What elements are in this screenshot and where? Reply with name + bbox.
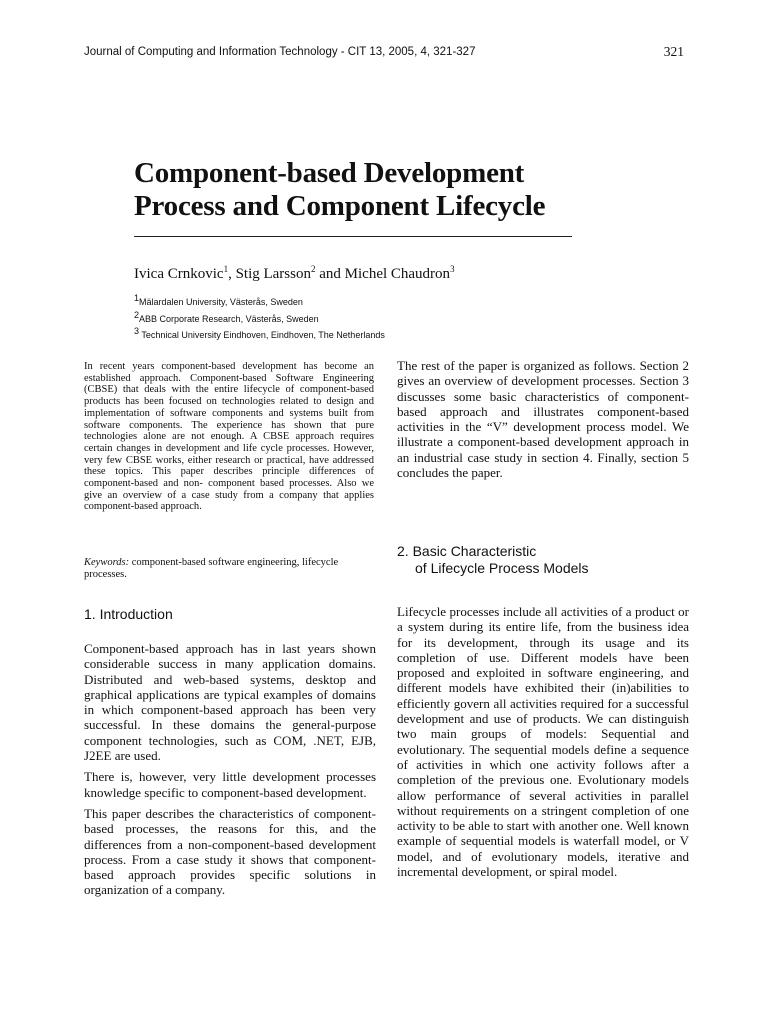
affiliation-mark: 1: [134, 293, 140, 303]
affiliation: [134, 309, 385, 326]
section-heading-line: 2. Basic Characteristic: [397, 543, 537, 559]
section-heading-introduction: 1. Introduction: [84, 606, 173, 622]
affiliation-mark: 2: [134, 309, 140, 320]
introduction-body: [84, 641, 376, 904]
paper-organization-paragraph: The rest of the paper is organized as follows. Section 2 gives an overview of development processes. Section 3 discusses some basic characteristics of component-based approach and illustrates component-based activities in the “V” development process model. We illustrate a component-based development approach in an industrial case study in section 4. Finally, section 5 concludes the paper.: [397, 358, 689, 481]
author-name: Ivica Crnkovic: [134, 266, 224, 282]
author-affiliation-mark: 1: [223, 264, 229, 274]
running-header: Journal of Computing and Information Technology - CIT 13, 2005, 4, 321-327: [84, 46, 476, 58]
author-separator: and: [315, 266, 345, 282]
affiliation: [134, 325, 385, 342]
title-line-1: Component-based Development: [134, 157, 525, 189]
keywords-text: component-based software engineering, lifecycle processes.: [84, 557, 339, 580]
title-line-2: Process and Component Lifecycle: [134, 190, 546, 222]
affiliation-text: Technical University Eindhoven, Eindhoven, The Netherlands: [141, 330, 385, 340]
author-name: Stig Larsson: [235, 266, 311, 282]
page-number: 321: [663, 44, 684, 59]
section-heading-basic-characteristic: [397, 543, 589, 577]
affiliation-mark: 3: [134, 326, 140, 336]
paragraph: There is, however, very little development processes knowledge specific to component-based development.: [84, 769, 376, 800]
author-separator: ,: [228, 266, 236, 282]
keywords: [84, 557, 374, 581]
author-list: [134, 264, 455, 283]
author-name: Michel Chaudron: [344, 266, 451, 282]
author-affiliation-mark: 3: [450, 264, 455, 274]
lifecycle-paragraph: Lifecycle processes include all activities of a product or a system during its entire life, from the business idea for its development, through its usage and its completion of use. Different models have been proposed and exploited in software engineering, and different models have exhibited their (in)abilities to efficiently govern all activities required for a successful development and use of products. We can distinguish two main groups of models: Sequential and evolutionary. The sequential models define a sequence of activities in which one activity follows after a completion of the previous one. Evolutionary models allow performance of several activities in parallel without requirements on a stringent completion of one activity to be able to start with another one. Well known example of sequential models is waterfall model, or V model, and of evolutionary models, iterative and incremental development, or spiral model.: [397, 604, 689, 880]
affiliation-text: ABB Corporate Research, Västerås, Sweden: [139, 313, 319, 324]
affiliations: [134, 292, 385, 342]
affiliation-text: Mälardalen University, Västerås, Sweden: [139, 297, 303, 307]
author-affiliation-mark: 2: [310, 264, 316, 274]
abstract: In recent years component-based development has become an established approach. Component-based Software Engineering (CBSE) that deals with the entire lifecycle of component-based products has been focused on technologies related to design and implementation of software components and systems built from software components. The experience has shown that pure technologies alone are not enough. A CBSE approach requires certain changes in development and life cycle processes. However, very few CBSE works, either research or practical, have addressed these topics. This paper describes principle differences of component-based and non- component based processes. Also we give an overview of a case study from a company that applies component-based approach.: [84, 361, 374, 513]
title-divider: [134, 236, 572, 237]
section-heading-line: of Lifecycle Process Models: [415, 560, 589, 576]
paragraph: This paper describes the characteristics of component-based processes, the reasons for this, and the differences from a non-component-based development process. From a case study it shows that component-based approach provides specific solutions in organization of a company.: [84, 805, 376, 898]
keywords-label: Keywords:: [84, 557, 130, 568]
affiliation: [134, 292, 385, 309]
paragraph: Component-based approach has in last years shown considerable success in many application domains. Distributed and web-based systems, desktop and graphical applications are typical examples of domains in which component-based approach has been very successful. In these domains the general-purpose component technologies, such as COM, .NET, EJB, J2EE are used.: [84, 641, 376, 764]
paper-title: [134, 157, 545, 223]
